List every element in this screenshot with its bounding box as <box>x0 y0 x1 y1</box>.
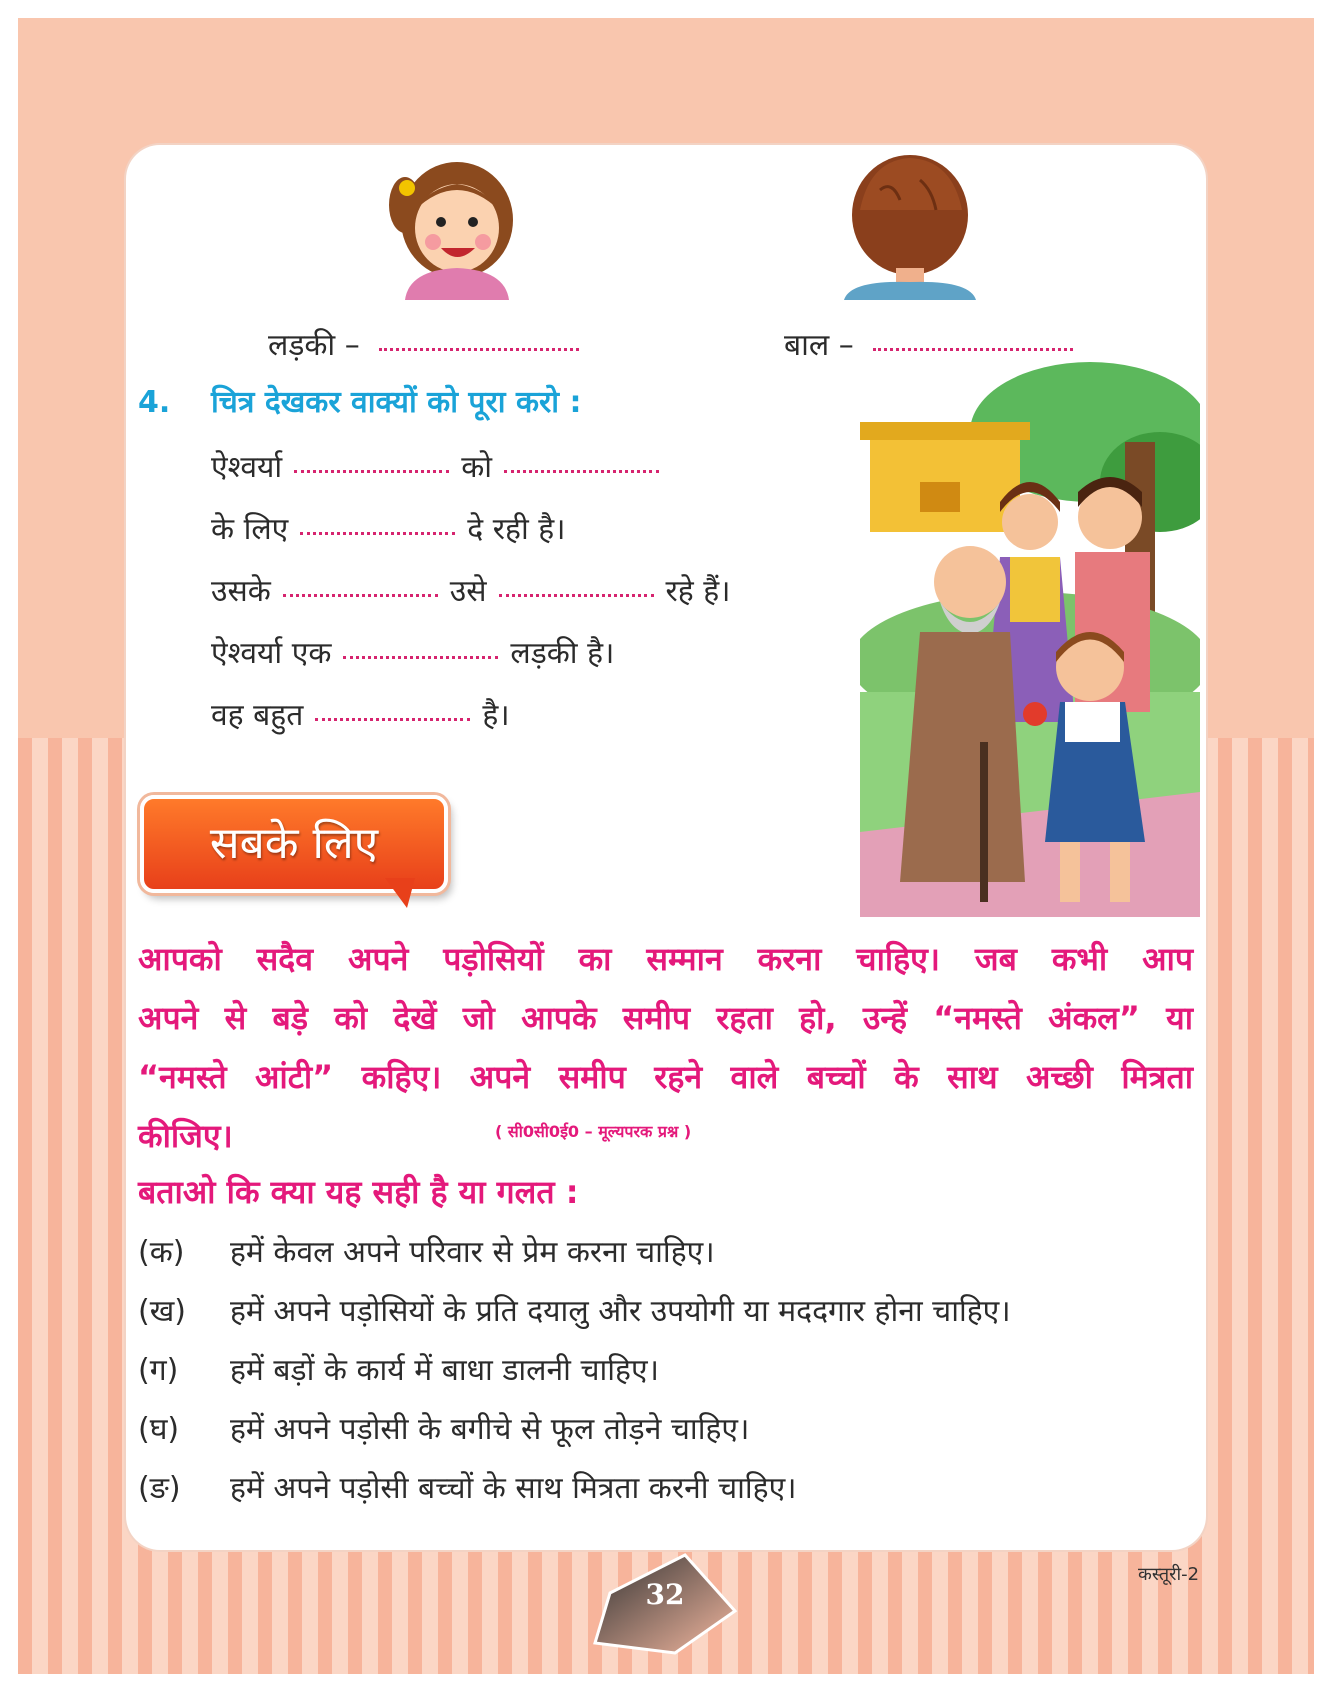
q4-l2-text-b: दे रही है। <box>467 512 566 547</box>
q4-number-wrap <box>138 385 170 420</box>
item-text: हमें अपने पड़ोसियों के प्रति दयालु और उपयोगी या मददगार होना चाहिए। <box>230 1294 1011 1329</box>
section-badge-tail <box>385 878 415 908</box>
list-item <box>138 1407 749 1448</box>
q4-l3-text-a: उसके <box>211 574 271 609</box>
q4-l1-text-b: को <box>461 450 493 485</box>
q4-l1-blank-2[interactable] <box>504 464 659 473</box>
list-item <box>138 1348 659 1389</box>
girl-label: लड़की – <box>268 328 360 363</box>
q4-l4-blank[interactable] <box>343 650 498 659</box>
true-false-question: बताओ कि क्या यह सही है या गलत : <box>138 1173 579 1211</box>
para-line-2: अपने से बड़े को देखें जो आपके समीप रहता हो, उन्हें “नमस्ते अंकल” या <box>138 999 1193 1037</box>
q4-l1-text-a: ऐश्वर्या <box>211 450 283 485</box>
q4-line-2 <box>211 507 566 548</box>
q4-l3-blank-1[interactable] <box>283 588 438 597</box>
q4-heading-wrap <box>211 380 581 421</box>
item-label: (ग) <box>138 1353 179 1388</box>
page-number: 32 <box>645 1578 685 1611</box>
cce-note: ( सी0सी0ई0 – मूल्यपरक प्रश्न ) <box>495 1122 692 1141</box>
para-line-3: “नमस्ते आंटी” कहिए। अपने समीप रहने वाले बच्चों के साथ अच्छी मित्रता <box>138 1058 1193 1096</box>
q4-l3-text-b: उसे <box>449 574 487 609</box>
q4-l3-blank-2[interactable] <box>499 588 654 597</box>
q4-number: 4. <box>138 385 171 420</box>
q4-l5-text-b: है। <box>482 698 510 733</box>
q4-l4-text-b: लड़की है। <box>510 636 615 671</box>
section-badge-text: सबके लिए <box>209 818 379 869</box>
neighbourhood-scene-illustration <box>860 362 1200 917</box>
q4-l2-text-a: के लिए <box>211 512 289 547</box>
list-item <box>138 1289 1011 1330</box>
para-line-1: आपको सदैव अपने पड़ोसियों का सम्मान करना चाहिए। जब कभी आप <box>138 940 1193 978</box>
q4-line-1 <box>211 445 659 486</box>
page-number-badge <box>590 1553 740 1658</box>
q4-line-4 <box>211 631 614 672</box>
item-text: हमें बड़ों के कार्य में बाधा डालनी चाहिए। <box>230 1353 659 1388</box>
book-name: कस्तूरी-2 <box>1138 1564 1200 1585</box>
item-label: (ङ) <box>138 1471 181 1506</box>
hair-label: बाल – <box>784 328 854 363</box>
q4-line-3 <box>211 569 731 610</box>
q4-l4-text-a: ऐश्वर्या एक <box>211 636 332 671</box>
para-line-4: कीजिए। <box>138 1117 233 1155</box>
q4-l3-text-c: रहे हैं। <box>665 574 731 609</box>
q4-l1-blank-1[interactable] <box>294 464 449 473</box>
hair-label-line <box>784 323 1073 364</box>
girl-label-line <box>268 323 579 364</box>
item-label: (क) <box>138 1235 185 1270</box>
item-label: (घ) <box>138 1412 180 1447</box>
item-text: हमें अपने पड़ोसी बच्चों के साथ मित्रता करनी चाहिए। <box>230 1471 797 1506</box>
girl-answer-blank[interactable] <box>379 342 579 351</box>
q4-heading: चित्र देखकर वाक्यों को पूरा करो : <box>211 385 582 420</box>
hair-back-illustration <box>840 150 980 300</box>
hair-answer-blank[interactable] <box>873 342 1073 351</box>
item-text: हमें केवल अपने परिवार से प्रेम करना चाहिए। <box>230 1235 715 1270</box>
q4-l2-blank[interactable] <box>300 526 455 535</box>
item-label: (ख) <box>138 1294 186 1329</box>
q4-l5-text-a: वह बहुत <box>211 698 304 733</box>
list-item <box>138 1466 797 1507</box>
list-item <box>138 1230 715 1271</box>
item-text: हमें अपने पड़ोसी के बगीचे से फूल तोड़ने चाहिए। <box>230 1412 750 1447</box>
q4-l5-blank[interactable] <box>315 712 470 721</box>
q4-line-5 <box>211 693 510 734</box>
girl-face-illustration <box>385 150 525 300</box>
